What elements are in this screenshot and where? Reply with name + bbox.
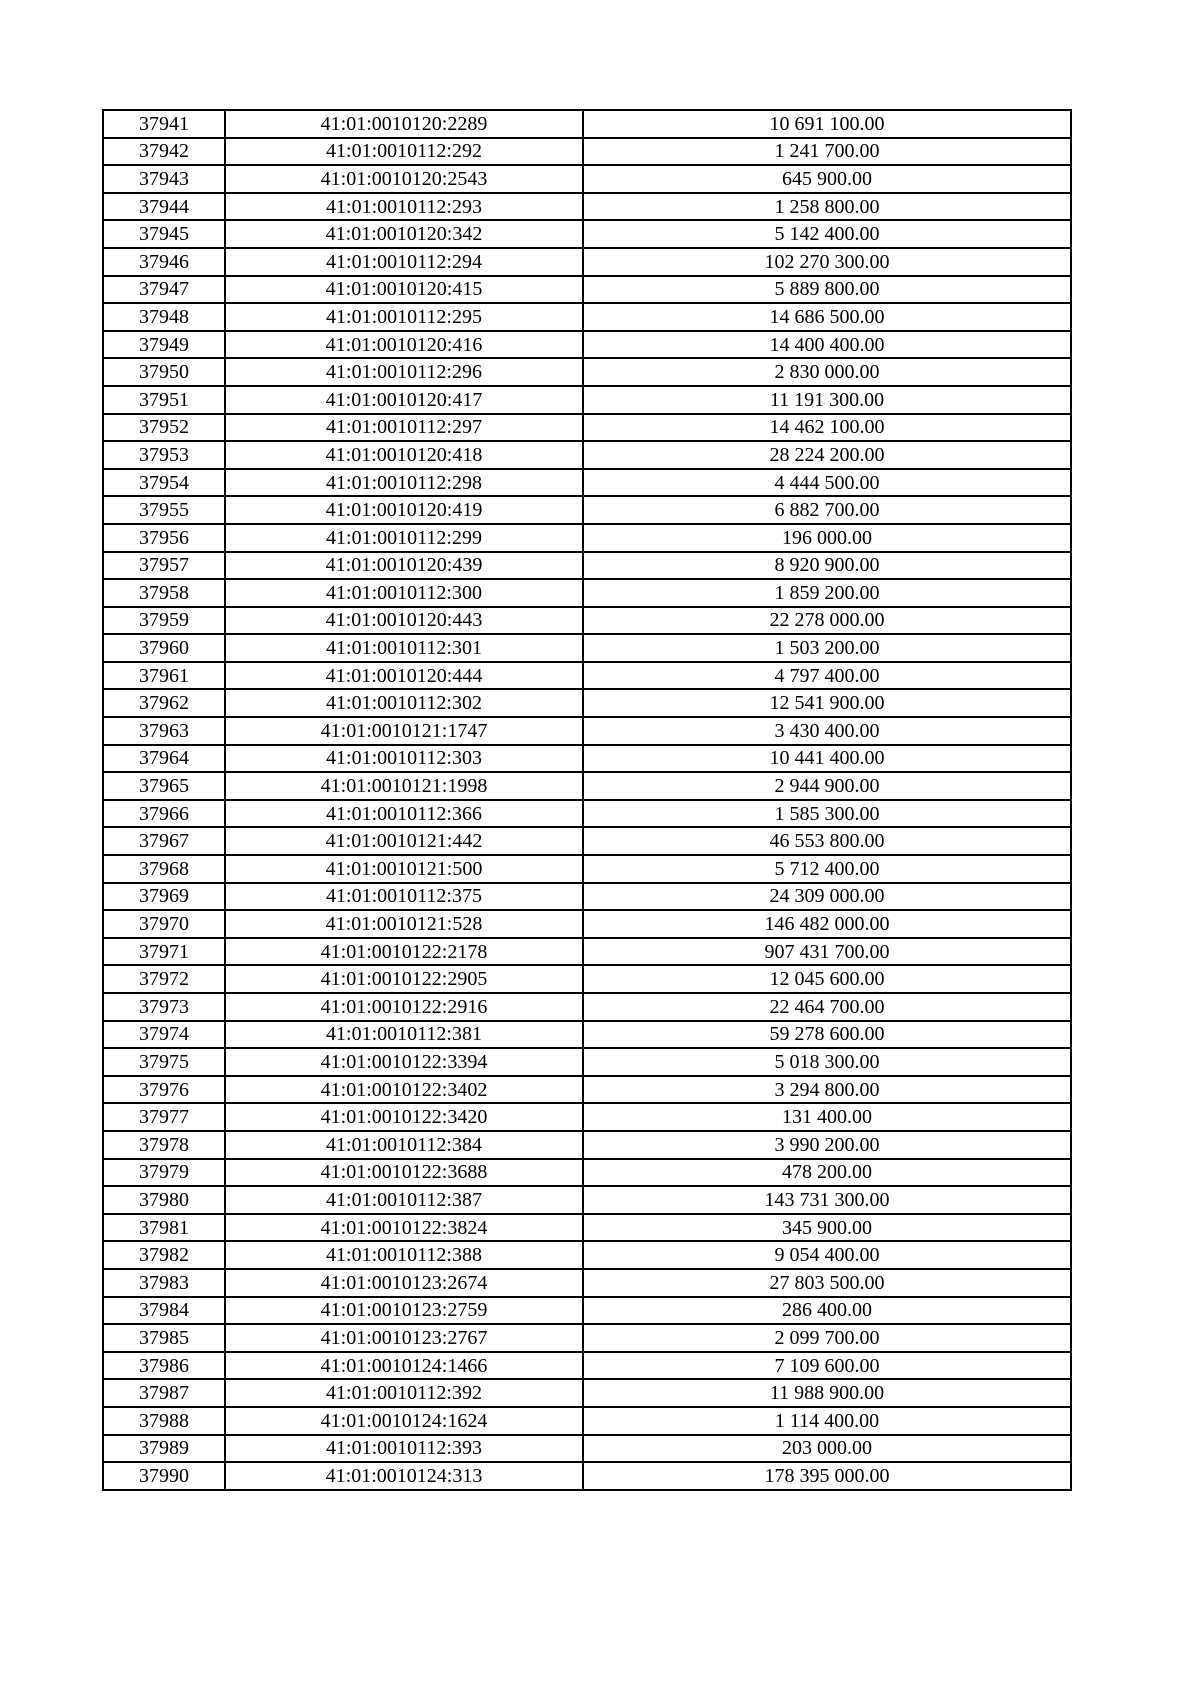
value-cell: 345 900.00 [583, 1214, 1071, 1242]
table-row [103, 717, 1071, 745]
row-number-cell: 37973 [103, 993, 225, 1021]
row-number-cell: 37941 [103, 110, 225, 138]
row-number-cell: 37990 [103, 1462, 225, 1490]
row-number-cell: 37967 [103, 827, 225, 855]
cadastral-number-cell: 41:01:0010120:444 [225, 662, 583, 690]
row-number-cell: 37975 [103, 1048, 225, 1076]
row-number-cell: 37985 [103, 1324, 225, 1352]
row-number-cell: 37943 [103, 165, 225, 193]
value-cell: 10 691 100.00 [583, 110, 1071, 138]
value-cell: 146 482 000.00 [583, 910, 1071, 938]
value-cell: 178 395 000.00 [583, 1462, 1071, 1490]
table-row [103, 386, 1071, 414]
row-number-cell: 37950 [103, 358, 225, 386]
value-cell: 11 191 300.00 [583, 386, 1071, 414]
row-number-cell: 37952 [103, 414, 225, 442]
table-row [103, 1241, 1071, 1269]
cadastral-number-cell: 41:01:0010112:302 [225, 689, 583, 717]
table-row [103, 607, 1071, 635]
value-cell: 14 462 100.00 [583, 414, 1071, 442]
value-cell: 5 018 300.00 [583, 1048, 1071, 1076]
table-row [103, 1076, 1071, 1104]
row-number-cell: 37960 [103, 634, 225, 662]
table-row [103, 303, 1071, 331]
cadastral-number-cell: 41:01:0010112:366 [225, 800, 583, 828]
table-row [103, 276, 1071, 304]
row-number-cell: 37963 [103, 717, 225, 745]
table-row [103, 165, 1071, 193]
row-number-cell: 37942 [103, 138, 225, 166]
row-number-cell: 37955 [103, 496, 225, 524]
value-cell: 2 830 000.00 [583, 358, 1071, 386]
value-cell: 5 889 800.00 [583, 276, 1071, 304]
table-row [103, 1352, 1071, 1380]
row-number-cell: 37959 [103, 607, 225, 635]
row-number-cell: 37953 [103, 441, 225, 469]
cadastral-number-cell: 41:01:0010112:303 [225, 745, 583, 773]
cadastral-number-cell: 41:01:0010120:2289 [225, 110, 583, 138]
cadastral-number-cell: 41:01:0010120:418 [225, 441, 583, 469]
value-cell: 196 000.00 [583, 524, 1071, 552]
row-number-cell: 37974 [103, 1021, 225, 1049]
row-number-cell: 37958 [103, 579, 225, 607]
value-cell: 143 731 300.00 [583, 1186, 1071, 1214]
value-cell: 14 400 400.00 [583, 331, 1071, 359]
table-row [103, 1214, 1071, 1242]
value-cell: 645 900.00 [583, 165, 1071, 193]
table-row [103, 1159, 1071, 1187]
value-cell: 2 099 700.00 [583, 1324, 1071, 1352]
row-number-cell: 37964 [103, 745, 225, 773]
table-row [103, 1048, 1071, 1076]
cadastral-number-cell: 41:01:0010122:2905 [225, 965, 583, 993]
table-row [103, 1021, 1071, 1049]
table-row [103, 910, 1071, 938]
row-number-cell: 37969 [103, 883, 225, 911]
table-row [103, 938, 1071, 966]
table-row [103, 993, 1071, 1021]
table-row [103, 1324, 1071, 1352]
value-cell: 28 224 200.00 [583, 441, 1071, 469]
cadastral-number-cell: 41:01:0010124:1624 [225, 1407, 583, 1435]
table-row [103, 579, 1071, 607]
cadastral-number-cell: 41:01:0010120:419 [225, 496, 583, 524]
row-number-cell: 37957 [103, 552, 225, 580]
cadastral-number-cell: 41:01:0010121:1747 [225, 717, 583, 745]
value-cell: 2 944 900.00 [583, 772, 1071, 800]
table-row [103, 634, 1071, 662]
cadastral-number-cell: 41:01:0010112:294 [225, 248, 583, 276]
table-row [103, 1297, 1071, 1325]
table-row [103, 772, 1071, 800]
table-row [103, 1407, 1071, 1435]
cadastral-value-table [102, 109, 1072, 1491]
value-cell: 10 441 400.00 [583, 745, 1071, 773]
value-cell: 7 109 600.00 [583, 1352, 1071, 1380]
table-row [103, 1131, 1071, 1159]
value-cell: 3 990 200.00 [583, 1131, 1071, 1159]
row-number-cell: 37984 [103, 1297, 225, 1325]
value-cell: 12 045 600.00 [583, 965, 1071, 993]
table-row [103, 965, 1071, 993]
row-number-cell: 37988 [103, 1407, 225, 1435]
value-cell: 4 444 500.00 [583, 469, 1071, 497]
cadastral-number-cell: 41:01:0010122:3402 [225, 1076, 583, 1104]
cadastral-number-cell: 41:01:0010120:443 [225, 607, 583, 635]
cadastral-number-cell: 41:01:0010120:439 [225, 552, 583, 580]
row-number-cell: 37954 [103, 469, 225, 497]
cadastral-number-cell: 41:01:0010122:2178 [225, 938, 583, 966]
value-cell: 478 200.00 [583, 1159, 1071, 1187]
cadastral-number-cell: 41:01:0010120:416 [225, 331, 583, 359]
cadastral-number-cell: 41:01:0010123:2767 [225, 1324, 583, 1352]
cadastral-number-cell: 41:01:0010120:415 [225, 276, 583, 304]
table-row [103, 524, 1071, 552]
row-number-cell: 37951 [103, 386, 225, 414]
row-number-cell: 37972 [103, 965, 225, 993]
cadastral-number-cell: 41:01:0010123:2759 [225, 1297, 583, 1325]
cadastral-number-cell: 41:01:0010124:1466 [225, 1352, 583, 1380]
row-number-cell: 37983 [103, 1269, 225, 1297]
table-row [103, 138, 1071, 166]
row-number-cell: 37986 [103, 1352, 225, 1380]
value-cell: 46 553 800.00 [583, 827, 1071, 855]
value-cell: 907 431 700.00 [583, 938, 1071, 966]
table-row [103, 1103, 1071, 1131]
cadastral-number-cell: 41:01:0010121:528 [225, 910, 583, 938]
value-cell: 102 270 300.00 [583, 248, 1071, 276]
table-row [103, 193, 1071, 221]
cadastral-number-cell: 41:01:0010112:392 [225, 1379, 583, 1407]
table-row [103, 1186, 1071, 1214]
row-number-cell: 37981 [103, 1214, 225, 1242]
cadastral-number-cell: 41:01:0010112:393 [225, 1435, 583, 1463]
cadastral-number-cell: 41:01:0010112:293 [225, 193, 583, 221]
cadastral-number-cell: 41:01:0010112:292 [225, 138, 583, 166]
value-cell: 3 430 400.00 [583, 717, 1071, 745]
value-cell: 1 503 200.00 [583, 634, 1071, 662]
cadastral-number-cell: 41:01:0010120:417 [225, 386, 583, 414]
value-cell: 286 400.00 [583, 1297, 1071, 1325]
table-row [103, 745, 1071, 773]
row-number-cell: 37962 [103, 689, 225, 717]
row-number-cell: 37980 [103, 1186, 225, 1214]
row-number-cell: 37966 [103, 800, 225, 828]
value-cell: 5 142 400.00 [583, 220, 1071, 248]
table-row [103, 331, 1071, 359]
table-row [103, 496, 1071, 524]
value-cell: 1 258 800.00 [583, 193, 1071, 221]
table-row [103, 1379, 1071, 1407]
table-row [103, 855, 1071, 883]
value-cell: 22 278 000.00 [583, 607, 1071, 635]
cadastral-number-cell: 41:01:0010112:387 [225, 1186, 583, 1214]
cadastral-number-cell: 41:01:0010112:375 [225, 883, 583, 911]
value-cell: 1 241 700.00 [583, 138, 1071, 166]
cadastral-number-cell: 41:01:0010112:296 [225, 358, 583, 386]
cadastral-number-cell: 41:01:0010124:313 [225, 1462, 583, 1490]
value-cell: 9 054 400.00 [583, 1241, 1071, 1269]
cadastral-number-cell: 41:01:0010112:301 [225, 634, 583, 662]
table-row [103, 1435, 1071, 1463]
cadastral-number-cell: 41:01:0010122:3824 [225, 1214, 583, 1242]
table-row [103, 689, 1071, 717]
table-row [103, 827, 1071, 855]
value-cell: 1 585 300.00 [583, 800, 1071, 828]
cadastral-number-cell: 41:01:0010121:500 [225, 855, 583, 883]
row-number-cell: 37970 [103, 910, 225, 938]
cadastral-number-cell: 41:01:0010122:3688 [225, 1159, 583, 1187]
row-number-cell: 37979 [103, 1159, 225, 1187]
value-cell: 5 712 400.00 [583, 855, 1071, 883]
value-cell: 1 859 200.00 [583, 579, 1071, 607]
table-row [103, 662, 1071, 690]
value-cell: 4 797 400.00 [583, 662, 1071, 690]
cadastral-number-cell: 41:01:0010120:342 [225, 220, 583, 248]
cadastral-number-cell: 41:01:0010123:2674 [225, 1269, 583, 1297]
cadastral-number-cell: 41:01:0010112:300 [225, 579, 583, 607]
table-row [103, 358, 1071, 386]
cadastral-number-cell: 41:01:0010122:2916 [225, 993, 583, 1021]
value-cell: 6 882 700.00 [583, 496, 1071, 524]
value-cell: 14 686 500.00 [583, 303, 1071, 331]
value-cell: 1 114 400.00 [583, 1407, 1071, 1435]
row-number-cell: 37949 [103, 331, 225, 359]
cadastral-number-cell: 41:01:0010121:1998 [225, 772, 583, 800]
table-body [103, 110, 1071, 1490]
value-cell: 131 400.00 [583, 1103, 1071, 1131]
table-row [103, 1269, 1071, 1297]
row-number-cell: 37989 [103, 1435, 225, 1463]
row-number-cell: 37944 [103, 193, 225, 221]
row-number-cell: 37961 [103, 662, 225, 690]
row-number-cell: 37946 [103, 248, 225, 276]
value-cell: 27 803 500.00 [583, 1269, 1071, 1297]
cadastral-number-cell: 41:01:0010112:298 [225, 469, 583, 497]
cadastral-number-cell: 41:01:0010112:384 [225, 1131, 583, 1159]
table-row [103, 800, 1071, 828]
row-number-cell: 37947 [103, 276, 225, 304]
cadastral-number-cell: 41:01:0010120:2543 [225, 165, 583, 193]
value-cell: 59 278 600.00 [583, 1021, 1071, 1049]
row-number-cell: 37978 [103, 1131, 225, 1159]
cadastral-number-cell: 41:01:0010112:295 [225, 303, 583, 331]
row-number-cell: 37971 [103, 938, 225, 966]
row-number-cell: 37956 [103, 524, 225, 552]
row-number-cell: 37968 [103, 855, 225, 883]
row-number-cell: 37982 [103, 1241, 225, 1269]
value-cell: 3 294 800.00 [583, 1076, 1071, 1104]
table-row [103, 248, 1071, 276]
row-number-cell: 37977 [103, 1103, 225, 1131]
table-row [103, 441, 1071, 469]
value-cell: 11 988 900.00 [583, 1379, 1071, 1407]
table-row [103, 414, 1071, 442]
row-number-cell: 37987 [103, 1379, 225, 1407]
cadastral-number-cell: 41:01:0010122:3420 [225, 1103, 583, 1131]
table-row [103, 552, 1071, 580]
value-cell: 24 309 000.00 [583, 883, 1071, 911]
value-cell: 22 464 700.00 [583, 993, 1071, 1021]
table-row [103, 110, 1071, 138]
row-number-cell: 37976 [103, 1076, 225, 1104]
table-row [103, 469, 1071, 497]
table-row [103, 220, 1071, 248]
cadastral-number-cell: 41:01:0010112:388 [225, 1241, 583, 1269]
value-cell: 203 000.00 [583, 1435, 1071, 1463]
cadastral-number-cell: 41:01:0010112:299 [225, 524, 583, 552]
table-row [103, 1462, 1071, 1490]
cadastral-number-cell: 41:01:0010112:297 [225, 414, 583, 442]
cadastral-number-cell: 41:01:0010112:381 [225, 1021, 583, 1049]
cadastral-number-cell: 41:01:0010122:3394 [225, 1048, 583, 1076]
cadastral-number-cell: 41:01:0010121:442 [225, 827, 583, 855]
value-cell: 12 541 900.00 [583, 689, 1071, 717]
table-row [103, 883, 1071, 911]
row-number-cell: 37948 [103, 303, 225, 331]
value-cell: 8 920 900.00 [583, 552, 1071, 580]
row-number-cell: 37965 [103, 772, 225, 800]
row-number-cell: 37945 [103, 220, 225, 248]
